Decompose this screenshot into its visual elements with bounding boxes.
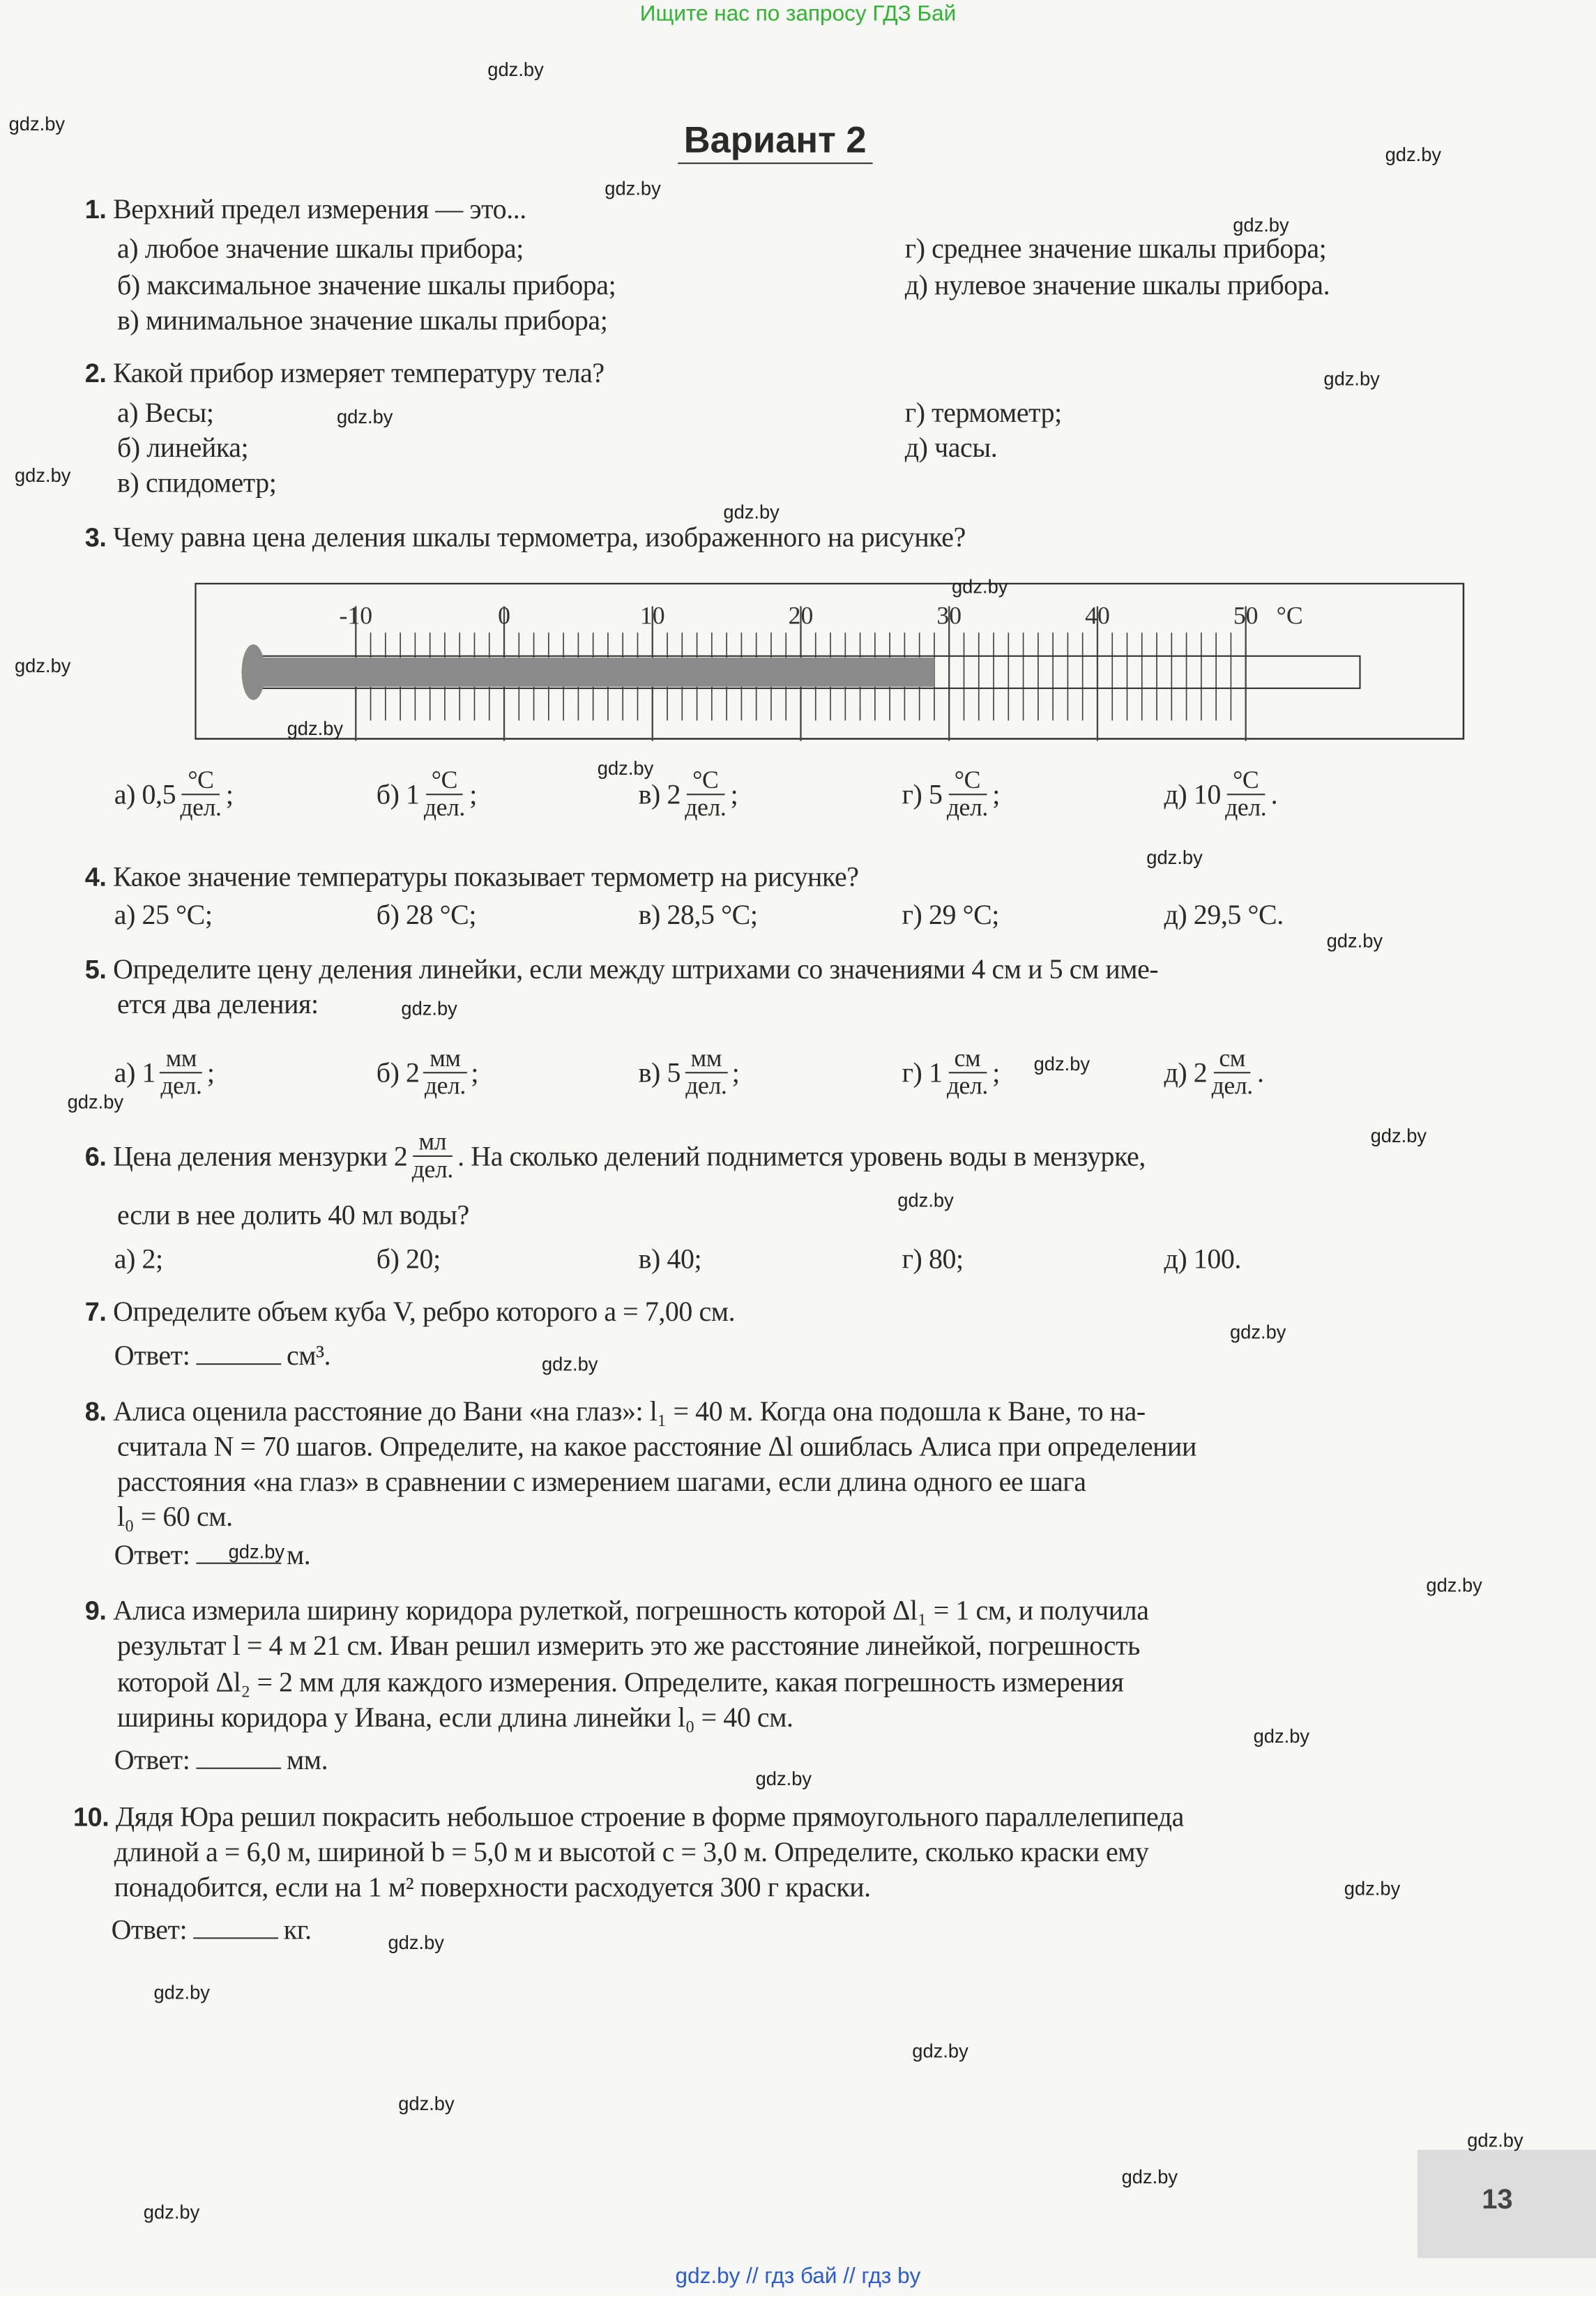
watermark-link[interactable]: gdz.by (597, 757, 654, 780)
watermark-link[interactable]: gdz.by (897, 1189, 954, 1211)
question-text: если в нее долить 40 мл воды? (117, 1200, 469, 1232)
option-suffix: . (1270, 780, 1278, 812)
fraction-denominator: дел. (685, 794, 727, 822)
fraction-numerator: °С (1227, 767, 1265, 795)
fraction-denominator: дел. (411, 1155, 453, 1183)
answer-line (114, 1745, 328, 1777)
fraction-numerator: мм (160, 1045, 202, 1073)
question-text: Алиса измерила ширину коридора рулеткой, погрешность которой Δl₁ = 1 см, и получила (113, 1596, 1149, 1628)
option: в) минимальное значение шкалы прибора; (117, 305, 608, 337)
option: д) нулевое значение шкалы прибора. (904, 271, 1330, 302)
fraction (947, 767, 988, 821)
question-9 (85, 1596, 1149, 1628)
answer-unit: см³. (286, 1341, 331, 1372)
watermark-link[interactable]: gdz.by (287, 718, 344, 740)
fraction-denominator: дел. (1225, 794, 1267, 822)
question-text: l₀ = 60 см. (117, 1502, 233, 1533)
option-value: а) 1 (114, 1059, 156, 1090)
fraction-numerator: мл (413, 1129, 452, 1157)
question-number: 5. (84, 955, 107, 985)
answer-unit: мм. (286, 1745, 328, 1777)
answer-line (114, 1342, 330, 1374)
fraction-numerator: °С (425, 767, 463, 795)
fraction-numerator: °С (948, 767, 986, 795)
watermark-link[interactable]: gdz.by (1467, 2129, 1523, 2151)
question-7 (85, 1298, 735, 1330)
page-title: Вариант 2 (678, 120, 872, 164)
option: в) 28,5 °С; (638, 900, 758, 932)
answer-unit: кг. (283, 1915, 312, 1946)
option: а) Весы; (117, 398, 214, 430)
fraction-denominator: дел. (946, 794, 988, 822)
question-text: длиной a = 6,0 м, шириной b = 5,0 м и высотой c = 3,0 м. Определите, сколько краски ему (114, 1837, 1149, 1869)
option-suffix: ; (471, 1059, 479, 1090)
question-number: 1. (84, 195, 107, 225)
answer-label: Ответ: (114, 1745, 190, 1777)
fraction-denominator: дел. (160, 1072, 202, 1100)
fraction (424, 1045, 466, 1100)
question-text: Определите цену деления линейки, если между штрихами со значениями 4 см и 5 см име- (113, 955, 1159, 986)
watermark-link[interactable]: gdz.by (8, 112, 66, 135)
fraction-denominator: дел. (424, 1072, 466, 1100)
question-1 (85, 195, 526, 227)
fraction (412, 1129, 453, 1183)
thermometer-label: 50 (1233, 601, 1259, 630)
option-value: д) 2 (1164, 1059, 1208, 1090)
fraction-numerator: мм (424, 1045, 466, 1073)
option-suffix: ; (225, 780, 234, 812)
option-suffix: ; (469, 780, 477, 812)
watermark-link[interactable]: gdz.by (1323, 367, 1380, 390)
watermark-link[interactable]: gdz.by (1233, 213, 1289, 236)
answer-label: Ответ: (111, 1915, 188, 1946)
option: д) 100. (1164, 1244, 1241, 1276)
option-value: а) 0,5 (114, 780, 176, 812)
answer-label: Ответ: (114, 1540, 190, 1572)
question-text: считала N = 70 шагов. Определите, на какое расстояние Δl ошиблась Алиса при определении (117, 1432, 1196, 1463)
option-value: в) 5 (638, 1059, 681, 1090)
question-text: ется два деления: (117, 990, 319, 1021)
watermark-link[interactable]: gdz.by (1370, 1124, 1427, 1147)
question-10 (73, 1803, 1184, 1835)
option-suffix: ; (992, 1059, 1000, 1090)
option: в) спидометр; (117, 469, 277, 500)
fraction-numerator: см (1213, 1045, 1251, 1073)
option: в) 40; (638, 1244, 702, 1276)
question-text: Какое значение температуры показывает термометр на рисунке? (113, 862, 859, 893)
question-3 (85, 523, 966, 555)
question-8 (85, 1397, 1146, 1429)
option: а) 25 °С; (114, 900, 213, 932)
answer-blank[interactable] (196, 1363, 281, 1365)
option-value: в) 2 (638, 780, 681, 812)
question-number: 8. (84, 1397, 107, 1427)
watermark-link[interactable]: gdz.by (336, 405, 393, 428)
fraction (1212, 1045, 1253, 1100)
question-text: расстояния «на глаз» в сравнении с измерением шагами, если длина одного ее шага (117, 1467, 1086, 1499)
fraction (180, 767, 221, 821)
fraction-numerator: °С (182, 767, 220, 795)
option-value: г) 1 (902, 1059, 943, 1090)
thermometer-label: 20 (788, 601, 814, 630)
answer-blank[interactable] (196, 1563, 281, 1564)
option (902, 1044, 1000, 1103)
question-text: ширины коридора у Ивана, если длина линейки l₀ = 40 см. (117, 1703, 793, 1734)
watermark-link[interactable]: gdz.by (1326, 930, 1383, 952)
fraction (685, 1045, 727, 1100)
option: б) линейка; (117, 433, 249, 464)
fraction (685, 767, 726, 821)
option (376, 766, 477, 825)
fraction-numerator: см (948, 1045, 986, 1073)
thermometer-unit: °С (1276, 601, 1303, 630)
question-number: 6. (84, 1142, 107, 1172)
watermark-link[interactable]: gdz.by (723, 501, 780, 523)
question-number: 3. (84, 522, 107, 552)
answer-label: Ответ: (114, 1341, 190, 1372)
watermark-link[interactable]: gdz.by (67, 1091, 124, 1113)
watermark-link[interactable]: gdz.by (1385, 143, 1442, 166)
page-number: 13 (1482, 2185, 1513, 2216)
watermark-link[interactable]: gdz.by (755, 1767, 812, 1790)
fraction-numerator: мм (685, 1045, 727, 1073)
option-suffix: ; (730, 780, 738, 812)
watermark-link[interactable]: gdz.by (15, 464, 71, 487)
watermark-link[interactable]: gdz.by (487, 59, 544, 81)
option: г) 80; (902, 1244, 964, 1276)
footer-links[interactable]: gdz.by // гдз бай // гдз by (675, 2264, 921, 2289)
option-suffix: ; (206, 1059, 215, 1090)
thermometer-label: 30 (936, 601, 962, 630)
watermark-link[interactable]: gdz.by (1344, 1877, 1401, 1900)
search-banner[interactable]: Ищите нас по запросу ГДЗ Бай (639, 1, 957, 26)
watermark-link[interactable]: gdz.by (388, 1931, 444, 1954)
thermometer-label: 0 (498, 601, 510, 630)
watermark-link[interactable]: gdz.by (143, 2201, 200, 2223)
fraction (424, 767, 465, 821)
watermark-link[interactable]: gdz.by (951, 575, 1008, 598)
option-value: б) 2 (376, 1059, 420, 1090)
question-number: 4. (84, 862, 107, 892)
option: а) любое значение шкалы прибора; (117, 234, 524, 266)
fraction-denominator: дел. (180, 794, 222, 822)
fraction-denominator: дел. (946, 1072, 988, 1100)
option (376, 1044, 479, 1103)
option (1164, 1044, 1264, 1103)
question-text: Дядя Юра решил покрасить небольшое строение в форме прямоугольного параллелепипеда (115, 1803, 1184, 1834)
question-4 (85, 863, 859, 895)
option: г) среднее значение шкалы прибора; (904, 234, 1327, 266)
watermark-link[interactable]: gdz.by (1033, 1052, 1090, 1075)
option-value: б) 1 (376, 780, 420, 812)
question-text: результат l = 4 м 21 см. Иван решил измерить это же расстояние линейкой, погрешность (117, 1631, 1140, 1662)
watermark-link[interactable]: gdz.by (1121, 2165, 1178, 2188)
watermark-link[interactable]: gdz.by (541, 1353, 598, 1375)
thermometer-label: 40 (1085, 601, 1110, 630)
thermometer-mercury (253, 658, 934, 687)
answer-unit: м. (286, 1540, 311, 1572)
question-number: 7. (84, 1297, 107, 1327)
option (902, 766, 1000, 825)
watermark-link[interactable]: gdz.by (1253, 1724, 1310, 1748)
fraction (1225, 767, 1266, 821)
watermark-link[interactable]: gdz.by (1146, 846, 1203, 869)
option (114, 766, 234, 825)
question-text: . На сколько делений поднимется уровень воды в мензурке, (457, 1142, 1146, 1173)
question-text: понадобится, если на 1 м² поверхности расходуется 300 г краски. (114, 1872, 871, 1904)
watermark-link[interactable]: gdz.by (153, 1981, 210, 2003)
option: г) 29 °С; (902, 900, 999, 932)
option: д) 29,5 °С. (1164, 900, 1284, 932)
option-suffix: . (1257, 1059, 1264, 1090)
fraction (947, 1045, 988, 1100)
answer-blank[interactable] (193, 1937, 278, 1939)
thermometer-figure (195, 583, 1466, 741)
question-5 (85, 955, 1158, 987)
answer-line (112, 1916, 312, 1948)
option-suffix: ; (992, 780, 1000, 812)
question-number: 10. (73, 1803, 109, 1833)
option-suffix: ; (731, 1059, 740, 1090)
option: д) часы. (904, 433, 998, 464)
watermark-link[interactable]: gdz.by (605, 177, 661, 199)
fraction-denominator: дел. (1211, 1072, 1253, 1100)
question-number: 2. (84, 358, 107, 388)
option (1164, 766, 1278, 825)
question-text: Какой прибор измеряет температуру тела? (113, 358, 605, 390)
question-6 (84, 1127, 1146, 1186)
fraction-numerator: °С (687, 767, 724, 795)
option: б) 20; (376, 1244, 441, 1276)
option (114, 1044, 215, 1103)
answer-blank[interactable] (196, 1768, 281, 1769)
option-value: д) 10 (1164, 780, 1221, 812)
question-text: Верхний предел измерения — это... (113, 195, 526, 226)
question-text: Определите объем куба V, ребро которого a = 7,00 см. (113, 1297, 736, 1328)
fraction-denominator: дел. (685, 1072, 727, 1100)
option: г) термометр; (904, 398, 1062, 430)
fraction (160, 1045, 202, 1100)
option: б) 28 °С; (376, 900, 477, 932)
question-text: Цена деления мензурки 2 (113, 1142, 408, 1173)
thermometer-label: -10 (339, 601, 373, 630)
watermark-link[interactable]: gdz.by (401, 997, 457, 1019)
question-text: которой Δl₂ = 2 мм для каждого измерения. Определите, какая погрешность измерения (117, 1667, 1124, 1699)
thermometer-bulb (241, 644, 265, 700)
fraction-denominator: дел. (423, 794, 465, 822)
watermark-link[interactable]: gdz.by (228, 1540, 285, 1563)
watermark-link[interactable]: gdz.by (398, 2092, 455, 2115)
option (638, 1044, 740, 1103)
question-text: Чему равна цена деления шкалы термометра, изображенного на рисунке? (113, 522, 966, 554)
watermark-link[interactable]: gdz.by (15, 654, 71, 677)
question-number: 9. (84, 1596, 107, 1625)
question-2 (85, 359, 605, 391)
option-value: г) 5 (902, 780, 943, 812)
question-text: Алиса оценила расстояние до Вани «на глаз»: l₁ = 40 м. Когда она подошла к Ване, то на- (113, 1397, 1146, 1428)
watermark-link[interactable]: gdz.by (912, 2040, 968, 2062)
option: а) 2; (114, 1244, 163, 1276)
thermometer-label: 10 (639, 601, 665, 630)
watermark-link[interactable]: gdz.by (1426, 1574, 1482, 1596)
option: б) максимальное значение шкалы прибора; (117, 271, 616, 302)
watermark-link[interactable]: gdz.by (1229, 1321, 1286, 1343)
